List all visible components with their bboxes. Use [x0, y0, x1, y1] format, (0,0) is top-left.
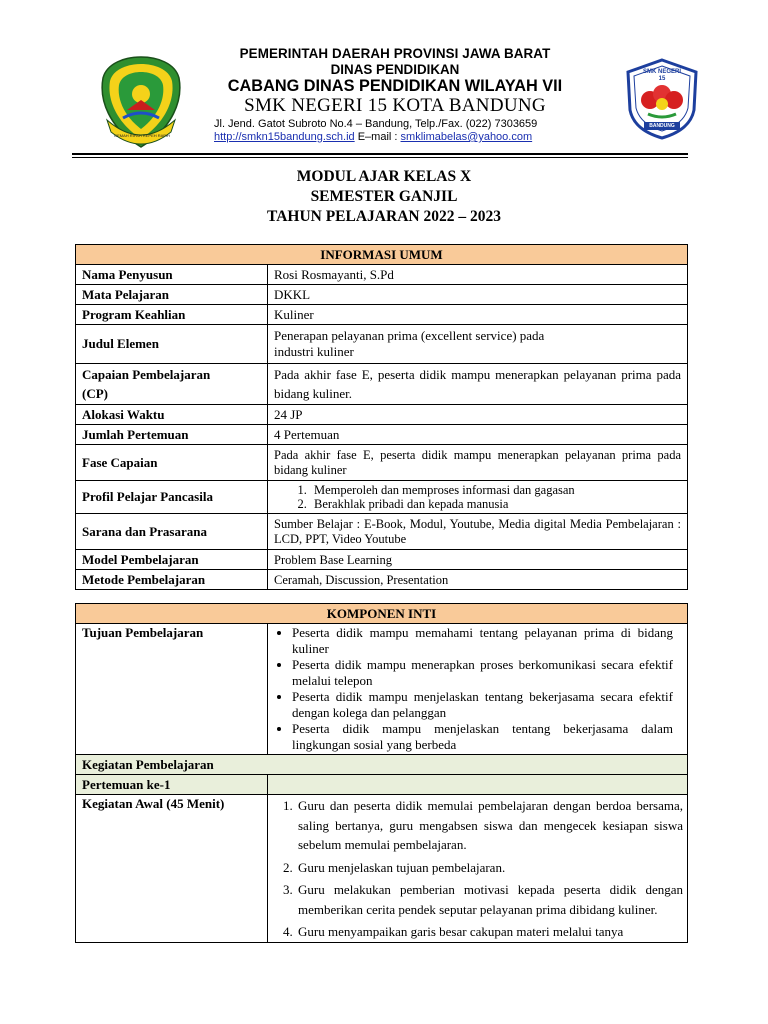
list-item: 1. Guru dan peserta didik memulai pembelajaran dengan berdoa bersama, saling bertanya, guru mengabsen siswa dan mengecek kesiapan siswa sebelum memulai pembelajaran.: [296, 796, 683, 855]
core-component-table: [75, 603, 688, 943]
table-row: [76, 425, 688, 445]
list-item: 4. Guru menyampaikan garis besar cakupan materi melalui tanya: [296, 922, 683, 942]
row-value: [268, 481, 688, 514]
row-value-line: industri kuliner: [274, 344, 354, 359]
table-row: [76, 364, 688, 405]
row-label: Jumlah Pertemuan: [76, 425, 268, 445]
letterhead: [0, 0, 768, 160]
table-row: [76, 624, 688, 755]
row-value: DKKL: [268, 285, 688, 305]
title-line-3: TAHUN PELAJARAN 2022 – 2023: [267, 208, 501, 225]
table-row: [76, 445, 688, 481]
left-logo-motto: GEMAH RIPAH REPEH RAPIH: [114, 133, 170, 138]
row-value: Pada akhir fase E, peserta didik mampu menerapkan pelayanan prima pada bidang kuliner: [268, 445, 688, 481]
table-row: [76, 550, 688, 570]
document-title: [0, 167, 768, 227]
letterhead-rule: [72, 153, 688, 155]
row-value: Ceramah, Discussion, Presentation: [268, 570, 688, 590]
list-item: • Peserta didik mampu menerapkan proses berkomunikasi secara efektif melalui telepon: [292, 657, 673, 689]
row-value: 24 JP: [268, 405, 688, 425]
table-row: [76, 305, 688, 325]
row-label: Judul Elemen: [76, 325, 268, 364]
list-item: 2. Berakhlak pribadi dan kepada manusia: [310, 497, 681, 511]
row-label: [76, 364, 268, 405]
row-label: Metode Pembelajaran: [76, 570, 268, 590]
letterhead-text: [190, 46, 600, 144]
row-label: Tujuan Pembelajaran: [76, 624, 268, 755]
row-label-line: (CP): [82, 386, 108, 401]
row-label: Program Keahlian: [76, 305, 268, 325]
list-item: 3. Guru melakukan pemberian motivasi kepada peserta didik dengan memberikan cerita pendek seputar pelayanan prima dibidang kuliner.: [296, 880, 683, 919]
row-label: Mata Pelajaran: [76, 285, 268, 305]
meeting-label: Pertemuan ke-1: [76, 775, 268, 795]
core-component-header: KOMPONEN INTI: [76, 604, 688, 624]
letterhead-rule-thin: [72, 157, 688, 158]
government-name: PEMERINTAH DAERAH PROVINSI JAWA BARAT: [239, 46, 551, 61]
department-name: DINAS PENDIDIKAN: [330, 62, 460, 77]
row-value: Sumber Belajar : E-Book, Modul, Youtube, Media digital Media Pembelajaran : LCD, PPT, Video Youtube: [268, 514, 688, 550]
row-value: [268, 624, 688, 755]
meeting-value: [268, 775, 688, 795]
table-row: [76, 405, 688, 425]
row-label-line: Capaian Pembelajaran: [82, 367, 211, 382]
learning-activities-label: Kegiatan Pembelajaran: [76, 755, 688, 775]
email-label: E–mail :: [357, 131, 398, 143]
profile-list: [274, 483, 681, 511]
row-label: Model Pembelajaran: [76, 550, 268, 570]
right-logo-bottom: BANDUNG: [649, 123, 675, 129]
right-logo-text: SMK NEGERI 15: [642, 69, 681, 82]
row-value: [268, 325, 688, 364]
email-link[interactable]: smklimabelas@yahoo.com: [400, 131, 533, 143]
list-item: • Peserta didik mampu menjelaskan tentang bekerjasama dalam lingkungan sosial yang berbeda: [292, 721, 673, 753]
table-row: [76, 570, 688, 590]
table-header-row: [76, 245, 688, 265]
row-value: Problem Base Learning: [268, 550, 688, 570]
list-item: • Peserta didik mampu memahami tentang pelayanan prima di bidang kuliner: [292, 625, 673, 657]
school-address: Jl. Jend. Gatot Subroto No.4 – Bandung, Telp./Fax. (022) 7303659: [214, 118, 538, 130]
branch-name: CABANG DINAS PENDIDIKAN WILAYAH VII: [227, 77, 563, 95]
school-name: SMK NEGERI 15 KOTA BANDUNG: [244, 95, 546, 116]
row-label: Profil Pelajar Pancasila: [76, 481, 268, 514]
row-value: Kuliner: [268, 305, 688, 325]
table-header-row: [76, 604, 688, 624]
table-row: [76, 775, 688, 795]
list-item: • Peserta didik mampu menjelaskan tentang bekerjasama secara efektif dengan kolega dan pelanggan: [292, 689, 673, 721]
table-row: [76, 755, 688, 775]
row-label: Alokasi Waktu: [76, 405, 268, 425]
row-value: Pada akhir fase E, peserta didik mampu menerapkan pelayanan prima pada bidang kuliner.: [268, 364, 688, 405]
title-line-1: MODUL AJAR KELAS X: [296, 168, 472, 185]
table-row: [76, 265, 688, 285]
row-label: Sarana dan Prasarana: [76, 514, 268, 550]
row-value-line: Penerapan pelayanan prima (excellent service) pada: [274, 328, 545, 343]
table-row: [76, 285, 688, 305]
row-value: [268, 795, 688, 943]
row-label: Kegiatan Awal (45 Menit): [76, 795, 268, 943]
table-row: [76, 795, 688, 943]
contact-line: [190, 131, 600, 144]
table-row: [76, 481, 688, 514]
title-line-2: SEMESTER GANJIL: [310, 188, 458, 205]
website-link[interactable]: http://smkn15bandung.sch.id: [214, 131, 355, 143]
list-item: 2. Guru menjelaskan tujuan pembelajaran.: [296, 858, 683, 878]
opening-activities-list: [274, 796, 683, 942]
row-label: Nama Penyusun: [76, 265, 268, 285]
table-row: [76, 514, 688, 550]
list-item: 1. Memperoleh dan memproses informasi dan gagasan: [310, 483, 681, 497]
row-value: 4 Pertemuan: [268, 425, 688, 445]
row-label: Fase Capaian: [76, 445, 268, 481]
learning-objectives-list: [274, 625, 673, 753]
row-value: Rosi Rosmayanti, S.Pd: [268, 265, 688, 285]
table-row: [76, 325, 688, 364]
general-info-table: [75, 244, 688, 590]
general-info-header: INFORMASI UMUM: [76, 245, 688, 265]
